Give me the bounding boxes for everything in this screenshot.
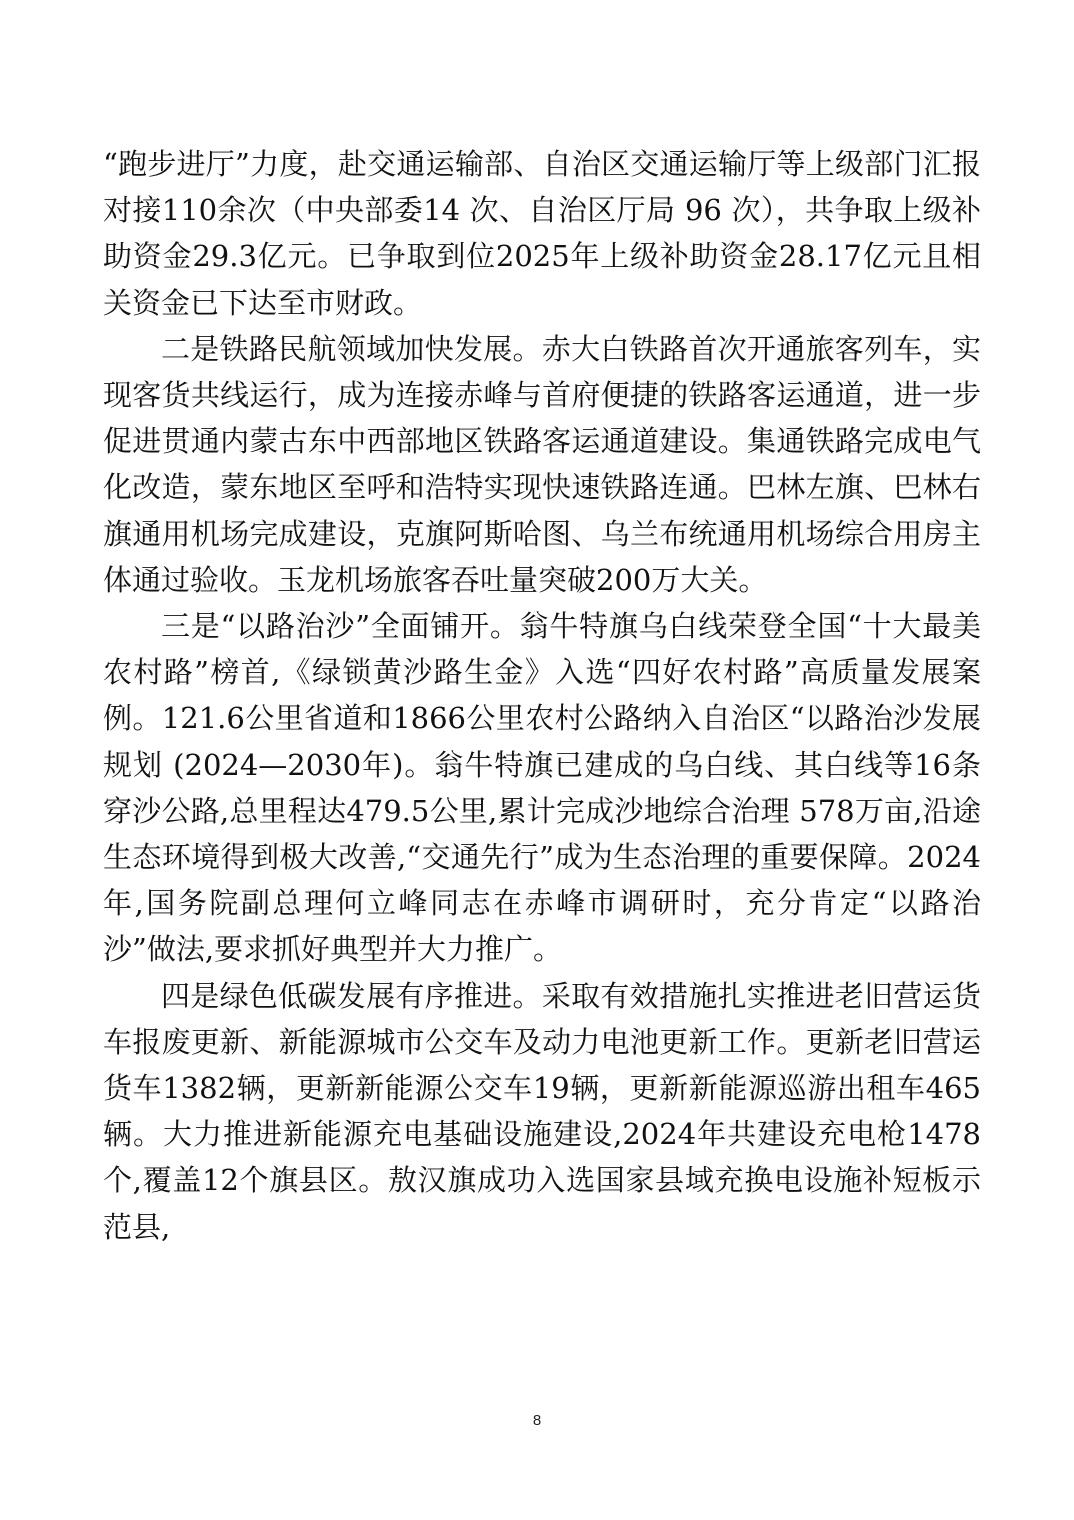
paragraph-railway-aviation: 二是铁路民航领域加快发展。赤大白铁路首次开通旅客列车，实现客货共线运行，成为连接赤峰与首府便捷的铁路客运通道，进一步促进贯通内蒙古东中西部地区铁路客运通道建设。集通铁路完成电气化改造，蒙东地区至呼和浩特实现快速铁路连通。巴林左旗、巴林右旗通用机场完成建设，克旗阿斯哈图、乌兰布统通用机场综合用房主体通过验收。玉龙机场旅客吞吐量突破200万大关。 — [103, 331, 981, 597]
paragraph-road-sand-control: 三是“以路治沙”全面铺开。翁牛特旗乌白线荣登全国“十大最美农村路”榜首,《绿锁黄沙路生金》入选“四好农村路”高质量发展案例。121.6公里省道和1866公里农村公路纳入自治区“以路治沙发展规划 (2024—2030年)。翁牛特旗已建成的乌白线、其白线等16条穿沙公路,总里程达479.5公里,累计完成沙地综合治理 578万亩,沿途生态环境得到极大改善,“交通先行”成为生态治理的重要保障。2024年,国务院副总理何立峰同志在赤峰市调研时，充分肯定“以路治沙”做法,要求抓好典型并大力推广。 — [103, 609, 981, 967]
body-text — [103, 141, 981, 1250]
page-number: 8 — [532, 1412, 542, 1429]
paragraph-green-low-carbon: 四是绿色低碳发展有序推进。采取有效措施扎实推进老旧营运货车报废更新、新能源城市公交车及动力电池更新工作。更新老旧营运货车1382辆，更新新能源公交车19辆，更新新能源巡游出租车465辆。大力推进新能源充电基础设施建设,2024年共建设充电枪1478个,覆盖12个旗县区。敖汉旗成功入选国家县域充换电设施补短板示范县, — [103, 978, 981, 1244]
paragraph-funding-continued: “跑步进厅”力度，赴交通运输部、自治区交通运输厅等上级部门汇报对接110余次（中央部委14 次、自治区厅局 96 次），共争取上级补助资金29.3亿元。已争取到位2025年上级补助资金28.17亿元且相关资金已下达至市财政。 — [103, 147, 981, 320]
